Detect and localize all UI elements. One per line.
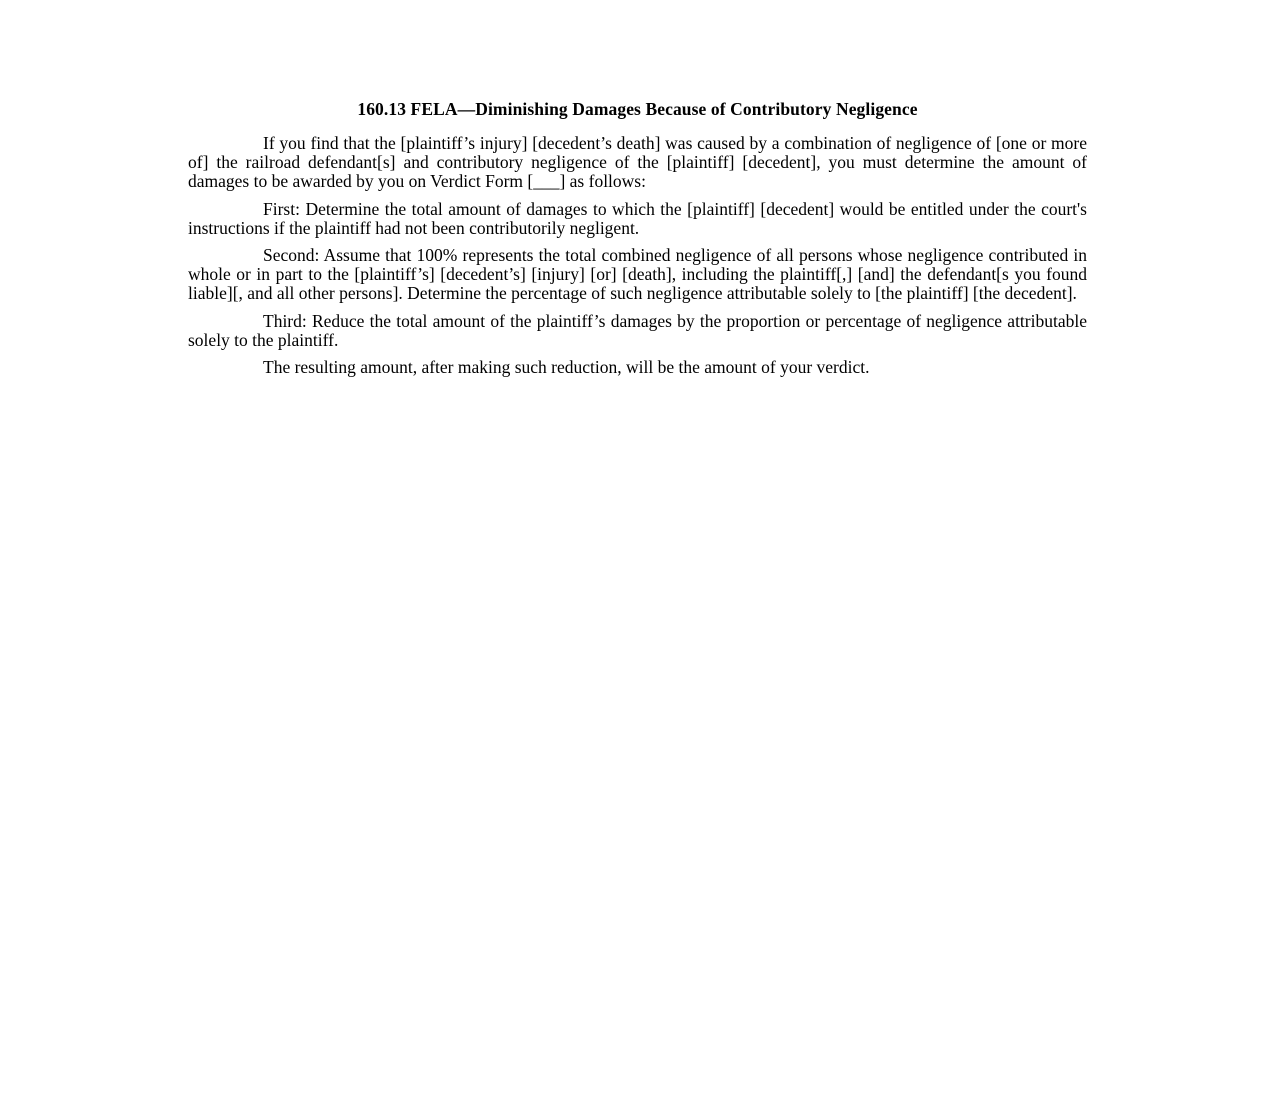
third-step-paragraph: Third: Reduce the total amount of the plaintiff’s damages by the proportion or percentage of negligence attributable solely to the plaintiff.	[188, 310, 1087, 350]
document-page	[188, 98, 1087, 385]
conclusion-paragraph: The resulting amount, after making such reduction, will be the amount of your verdict.	[263, 357, 870, 378]
intro-paragraph: If you find that the [plaintiff’s injury] [decedent’s death] was caused by a combination of negligence of [one or more of] the railroad defendant[s] and contributory negligence of the [plaintiff] [decedent], you must determine the amount of damages to be awarded by you on Verdict Form [___] as follows:	[188, 133, 1087, 192]
second-step-paragraph: Second: Assume that 100% represents the total combined negligence of all persons whose negligence contributed in whole or in part to the [plaintiff’s] [decedent’s] [injury] [or] [death], including the plaintiff[,] [and] the defendant[s you found liable][, and all other persons]. Determine the percentage of such negligence attributable solely to [the plaintiff] [the decedent].	[188, 245, 1087, 304]
first-step-paragraph: First: Determine the total amount of damages to which the [plaintiff] [decedent] would be entitled under the court's instructions if the plaintiff had not been contributorily negligent.	[188, 198, 1087, 238]
document-title: 160.13 FELA—Diminishing Damages Because of Contributory Negligence	[357, 99, 918, 119]
